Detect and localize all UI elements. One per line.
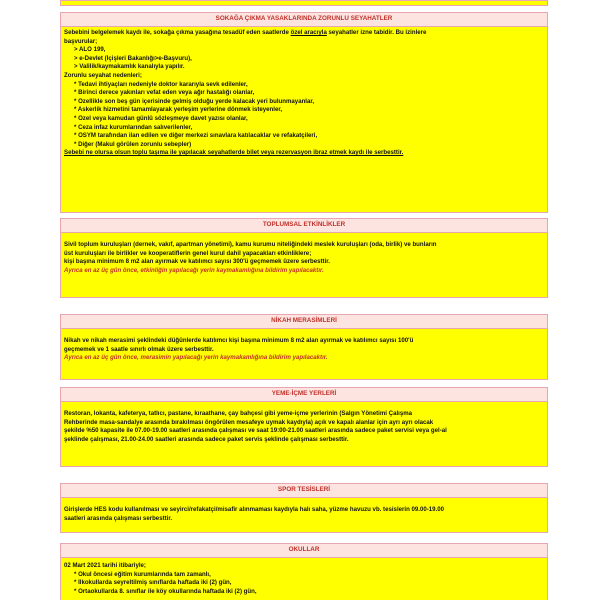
body-line: üst kuruluşları ile birlikler ve kooperatiflerin genel kurul dahil yapacakları etkinliklere; (64, 249, 312, 257)
body-line: Girişlerde HES kodu kullanılması ve seyirci/refakatçi/misafir alınmaması kaydıyla halı saha, yüzme havuzu vb. tesislerin 09.00-19.00 (64, 506, 445, 513)
body-line: şekilde %50 kapasite ile 07.00-19.00 saatleri arasında çalışması ve saat 19:00-21.00 saatleri arasında sadece paket servisi veya gel-al (64, 427, 447, 435)
curfew-footer: Sebebi ne olursa olsun toplu taşıma ile yapılacak seyahatlerde bilet veya rezervasyon ibraz etmek kaydı ile serbesttir. (64, 149, 404, 157)
apply-item: > Valilik/kaymakamlık kanalıyla yapılır. (74, 63, 185, 71)
body-line: şeklinde çalışması, 21.00-24.00 saatleri arasında sadece paket servis şeklinde çalışması serbesttir. (64, 435, 349, 443)
apply-item: > e-Devlet (İçişleri Bakanlığı>e-Başvuru), (74, 54, 192, 62)
section-title: NİKAH MERASİMLERİ (61, 315, 547, 329)
reason-item: * Askerlik hizmetini tamamlayarak yerleşim yerlerine dönmek isteyenler, (74, 106, 283, 114)
body-line: Rehberinde masa-sandalye arasında bırakılması öngörülen mesafeye uymak kaydıyla) açık ve kapalı alanlar için ayrı ayrı olacak (64, 418, 434, 426)
apply-item: > ALO 199, (74, 46, 106, 54)
section-curfew-travel (60, 12, 548, 213)
body-line: Sivil toplum kuruluşları (dernek, vakıf, apartman yönetimi), kamu kurumu niteliğindeki meslek kuruluşları (oda, birlik) ve bunların (64, 241, 437, 248)
reason-item: * Özel veya kamudan günlü sözleşmeye davet yazısı olanlar, (74, 114, 248, 122)
top-section-stub (60, 0, 548, 6)
body-line: Nikah ve nikah merasimi şeklindeki düğünlerde katılımcı kişi başına minimum 8 m2 alan ayırmak ve katılımcı sayısı 100'ü (64, 337, 414, 344)
section-sport-facilities (60, 483, 548, 533)
section-title: TOPLUMSAL ETKİNLİKLER (61, 219, 547, 233)
reason-item: * Diğer (Makul görülen zorunlu sebepler) (74, 140, 192, 148)
intro-text-line2: başvurular; (64, 37, 98, 45)
section-schools (60, 543, 548, 600)
school-item: * İlkokullarda seyreltilmiş sınıflarda haftada iki (2) gün, (74, 579, 232, 587)
section-food-drink (60, 387, 548, 467)
section-title: SPOR TESİSLERİ (61, 484, 547, 498)
reason-item: * Tedavi ihtiyaçları nedeniyle doktor kararıyla sevk edilenler, (74, 80, 248, 88)
section-social-events (60, 218, 548, 298)
reason-item: * Ceza infaz kurumlarından salıverilenler, (74, 123, 193, 131)
notice-line: Ayrıca en az üç gün önce, etkinliğin yapılacağı yerin kaymakamlığına bildirim yapılacaktır. (64, 266, 324, 274)
schools-date: 02 Mart 2021 tarihi itibariyle; (64, 562, 146, 569)
notice-line: Ayrıca en az üç gün önce, merasimin yapılacağı yerin kaymakamlığına bildirim yapılacaktır. (64, 354, 328, 362)
section-wedding-ceremonies (60, 314, 548, 380)
body-line: Restoran, lokanta, kafeterya, tatlıcı, pastane, kıraathane, çay bahçesi gibi yeme-içme yerlerinin (Salgın Yönetimi Çalışma (64, 410, 413, 417)
body-line: kişi başına minimum 8 m2 alan ayırmak ve katılımcı sayısı 300'ü geçmemek üzere serbesttir. (64, 258, 330, 266)
reasons-title: Zorunlu seyahat nedenleri; (64, 71, 142, 79)
school-item: * Okul öncesi eğitim kurumlarında tam zamanlı, (74, 570, 211, 578)
section-title: OKULLAR (61, 544, 547, 558)
body-line: saatleri arasında çalışması serbesttir. (64, 514, 173, 522)
intro-text: Sebebini belgelemek kaydı ile, sokağa çıkma yasağına tesadüf eden saatlerde özel aracıyla seyahatler izne tabidir. Bu izinlere (64, 29, 427, 36)
body-line: geçmemek ve 1 saatle sınırlı olmak üzere serbesttir. (64, 345, 214, 353)
section-title: SOKAĞA ÇIKMA YASAKLARINDA ZORUNLU SEYAHATLER (61, 13, 547, 27)
reason-item: * ÖSYM tarafından ilan edilen ve diğer merkezi sınavlara katılacaklar ve refakatçileri, (74, 132, 318, 140)
reason-item: * Özellikle son beş gün içerisinde gelmiş olduğu yerde kalacak yeri bulunmayanlar, (74, 97, 315, 105)
section-title: YEME-İÇME YERLERİ (61, 388, 547, 402)
intro-underlined: özel aracıyla (290, 29, 327, 36)
school-item: * Ortaokullarda 8. sınıflar ile köy okullarında haftada iki (2) gün, (74, 587, 257, 595)
reason-item: * Birinci derece yakınları vefat eden veya ağır hastalığı olanlar, (74, 89, 255, 97)
